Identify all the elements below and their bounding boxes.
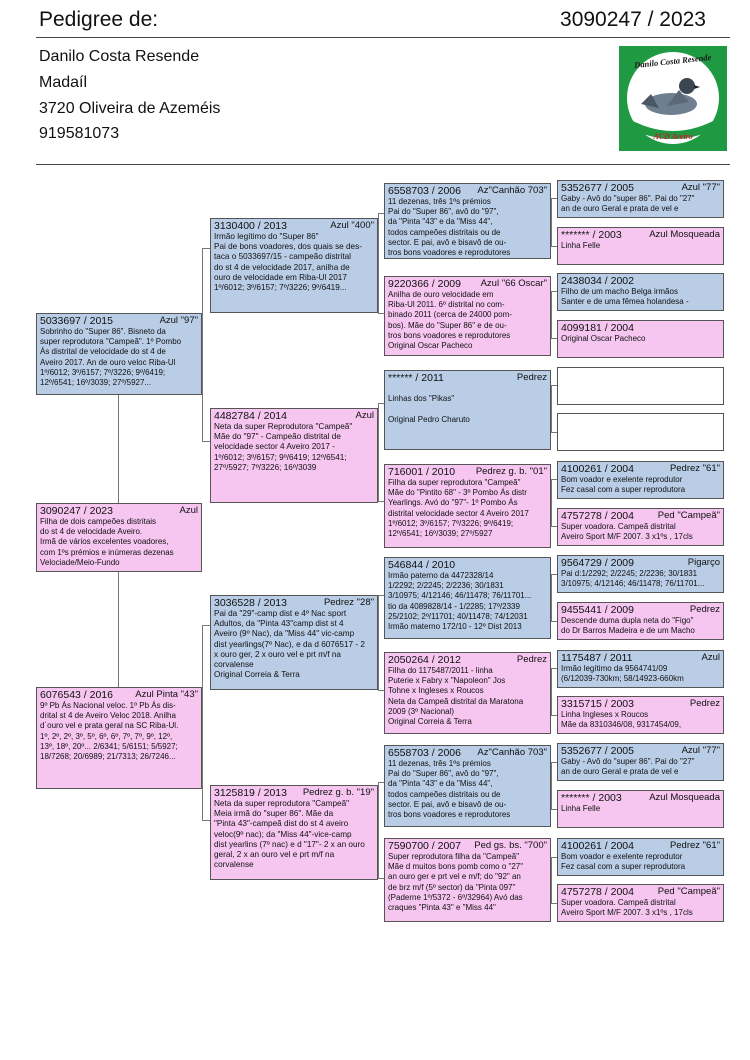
bird-color: Pedrez bbox=[516, 372, 547, 383]
bird-header bbox=[388, 372, 547, 384]
bird-color bbox=[543, 559, 547, 571]
bird-header bbox=[561, 229, 720, 241]
great-grandparent-card-2 bbox=[384, 276, 551, 356]
bird-ring: 4757278 / 2004 bbox=[561, 886, 634, 898]
gg-grandparent-card-4 bbox=[557, 320, 724, 358]
bird-notes: Pai da "29"-camp dist e 4º Nac sport Adultos, da "Pinta 43"camp dist st 4 Aveiro (9º Nac), da "Miss 44" vic-camp dist yearlings(7º Nac), e da d 6076517 - 2 x ouro ger, 2 x ouro vel e prt m/f na corvalense Original Correia & Terra bbox=[214, 609, 365, 680]
header-rule bbox=[36, 37, 730, 38]
page-title: Pedigree de: bbox=[39, 8, 159, 31]
bird-color: Azul "97" bbox=[159, 315, 198, 326]
great-grandparent-card-8 bbox=[384, 838, 551, 922]
bird-ring: ******* / 2003 bbox=[561, 229, 622, 241]
bird-header bbox=[388, 840, 547, 852]
bird-header bbox=[561, 652, 720, 664]
grandparent-card-2 bbox=[210, 408, 378, 503]
gg-grandparent-card-6 bbox=[557, 413, 724, 451]
owner-rule bbox=[36, 164, 730, 165]
bird-ring: 3315715 / 2003 bbox=[561, 698, 634, 710]
bird-header bbox=[388, 747, 547, 759]
bird-header bbox=[388, 278, 547, 290]
bird-header bbox=[388, 559, 547, 571]
bird-notes: Gaby - Avô do "super 86". Pai do "27" an de ouro Geral e prata de vel e bbox=[561, 194, 695, 214]
owner-place: Madaíl bbox=[39, 74, 88, 91]
bird-color: Pedrez g. b. "19" bbox=[302, 787, 374, 798]
gg-grandparent-card-5 bbox=[557, 367, 724, 405]
grandparent-card-3 bbox=[210, 595, 378, 690]
bird-header bbox=[561, 463, 720, 475]
bird-header bbox=[388, 185, 547, 197]
bird-header bbox=[561, 792, 720, 804]
bird-notes: Bom voador e exelente reprodutor Fez casal com a super reprodutora bbox=[561, 475, 686, 495]
bird-header bbox=[214, 220, 374, 232]
bird-color bbox=[716, 275, 720, 287]
dam-card bbox=[36, 687, 202, 789]
bird-notes: Linha Felle bbox=[561, 804, 601, 813]
bird-ring: 4100261 / 2004 bbox=[561, 840, 634, 852]
bird-color: Azul "77" bbox=[681, 745, 720, 756]
bird-color: Pedrez bbox=[516, 654, 547, 665]
bird-ring: 3130400 / 2013 bbox=[214, 220, 287, 232]
bird-ring: 9455441 / 2009 bbox=[561, 604, 634, 616]
bird-ring: 6558703 / 2006 bbox=[388, 747, 461, 759]
bird-ring: 546844 / 2010 bbox=[388, 559, 456, 571]
bird-header bbox=[561, 182, 720, 194]
bird-ring: 1175487 / 2011 bbox=[561, 652, 633, 664]
loft-logo bbox=[619, 46, 727, 151]
bird-color: Azul Mosqueada bbox=[649, 229, 720, 240]
bird-ring: 5352677 / 2005 bbox=[561, 182, 634, 194]
bird-ring: 3090247 / 2023 bbox=[40, 505, 113, 517]
bird-notes: Filha de dois campeões distritais do st 4 de velocidade Aveiro. Irmã de vários excelentes voadores, com 1ºs prémios e inúmeras dezenas Velociade/Meio-Fundo bbox=[40, 517, 174, 567]
great-grandparent-card-7 bbox=[384, 745, 551, 827]
gg-grandparent-card-12 bbox=[557, 696, 724, 734]
bird-ring: 716001 / 2010 bbox=[388, 466, 456, 478]
bird-header bbox=[561, 322, 720, 334]
bird-header bbox=[561, 745, 720, 757]
bird-header bbox=[40, 689, 198, 701]
bird-color: Ped "Campeã" bbox=[657, 510, 720, 521]
bird-color: Pedrez "28" bbox=[323, 597, 374, 608]
bird-ring: 6558703 / 2006 bbox=[388, 185, 461, 197]
bird-ring: 4100261 / 2004 bbox=[561, 463, 634, 475]
logo-text-bottom: ACD Aveiro bbox=[653, 132, 693, 141]
bird-color: Azul "400" bbox=[330, 220, 374, 231]
bird-ring: 6076543 / 2016 bbox=[40, 689, 113, 701]
bird-header bbox=[561, 840, 720, 852]
subject-bird-card bbox=[36, 503, 202, 572]
bird-color: Pedrez g. b. "01" bbox=[475, 466, 547, 477]
bird-header bbox=[561, 698, 720, 710]
bird-ring: 5352677 / 2005 bbox=[561, 745, 634, 757]
bird-color: Azul bbox=[355, 410, 374, 421]
gg-grandparent-card-2 bbox=[557, 227, 724, 265]
bird-notes: Linha Felle bbox=[561, 241, 601, 250]
bird-header bbox=[388, 466, 547, 478]
bird-ring: 4099181 / 2004 bbox=[561, 322, 634, 334]
bird-ring: 3125819 / 2013 bbox=[214, 787, 287, 799]
great-grandparent-card-1 bbox=[384, 183, 551, 259]
bird-color: Ped gs. bs. "700" bbox=[474, 840, 547, 851]
gg-grandparent-card-9 bbox=[557, 555, 724, 593]
bird-header bbox=[561, 557, 720, 569]
great-grandparent-card-3 bbox=[384, 370, 551, 450]
bird-color: Pedrez bbox=[689, 698, 720, 709]
gg-grandparent-card-3 bbox=[557, 273, 724, 311]
gg-grandparent-card-10 bbox=[557, 602, 724, 640]
bird-color: Pedrez "61" bbox=[669, 840, 720, 851]
bird-ring: 4757278 / 2004 bbox=[561, 510, 634, 522]
bird-notes: 9º Pb Ás Nacional veloc. 1º Pb Ás dis- drital st 4 de Aveiro Veloc 2018. Anilha d´ouro vel e prata geral na SC Riba-Ul. 1º, 2º, 2º, 3º, 5º, 6º, 6º, 7º, 7º, 9º, 12º, 13º, 18º, 20º... 2/6341; 5/6151; 5/5927; 18/7268; 20/6989; 21/7313; 26/7246... bbox=[40, 701, 179, 762]
bird-color: Ped "Campeã" bbox=[657, 886, 720, 897]
bird-header bbox=[214, 410, 374, 422]
bird-color: Azul Mosqueada bbox=[649, 792, 720, 803]
bird-notes: Super voadora. Campeã distrital Aveiro Sport M/F 2007. 3 x1ºs , 17cls bbox=[561, 522, 693, 542]
bird-notes: Linhas dos "Pikas" Original Pedro Charuto bbox=[388, 394, 470, 424]
bird-color: Pigarço bbox=[687, 557, 720, 568]
bird-ring: 9220366 / 2009 bbox=[388, 278, 461, 290]
bird-color bbox=[716, 322, 720, 334]
bird-ring: 7590700 / 2007 bbox=[388, 840, 461, 852]
bird-color: Azul bbox=[701, 652, 720, 663]
grandparent-card-4 bbox=[210, 785, 378, 880]
bird-header bbox=[388, 654, 547, 666]
great-grandparent-card-4 bbox=[384, 464, 551, 548]
bird-header bbox=[40, 505, 198, 517]
gg-grandparent-card-7 bbox=[557, 461, 724, 499]
sire-card bbox=[36, 313, 202, 395]
bird-color: Azul Pinta "43" bbox=[135, 689, 198, 700]
gg-grandparent-card-13 bbox=[557, 743, 724, 781]
bird-ring: ******* / 2003 bbox=[561, 792, 622, 804]
great-grandparent-card-5 bbox=[384, 557, 551, 639]
gg-grandparent-card-1 bbox=[557, 180, 724, 218]
bird-notes: Descende duma dupla neta do "Figo" do Dr Barros Madeira e de um Macho bbox=[561, 616, 695, 636]
bird-notes: 11 dezenas, três 1ºs prémios Pai do "Super 86", avô do "97", da "Pinta "43" e da "Miss 44", todos campeões distritais ou de sector. E pai, avô e bisavô de ou- tros bons voadores e reprodutores bbox=[388, 197, 511, 258]
bird-header bbox=[561, 886, 720, 898]
bird-ring: 5033697 / 2015 bbox=[40, 315, 113, 327]
bird-notes: Linha Ingleses x Roucos Mãe da 8310346/08, 9317454/09, bbox=[561, 710, 682, 730]
bird-notes: 11 dezenas, três 1ºs prémios Pai do "Super 86", avô do "97", da "Pinta "43" e da "Miss 44", todos campeões distritais ou de sector. E pai, avô e bisavô de ou- tros bons voadores e reprodutores bbox=[388, 759, 511, 820]
bird-notes: Bom voador e exelente reprodutor Fez casal com a super reprodutora bbox=[561, 852, 686, 872]
bird-color: Azul "66 Oscar" bbox=[480, 278, 547, 289]
gg-grandparent-card-16 bbox=[557, 884, 724, 922]
bird-ring: 4482784 / 2014 bbox=[214, 410, 287, 422]
bird-color: Az"Canhão 703" bbox=[477, 185, 547, 196]
bird-notes: Sobrinho do "Super 86". Bisneto da super reprodutora "Campeã". 1º Pombo Ás distrital de velocidade do st 4 de Aveiro 2017. An de ouro veloc Riba-Ul 1º/6012; 3º/6157; 7º/3226; 9º/6419; 12º/6541; 16º/3039; 27º/5927... bbox=[40, 327, 182, 388]
bird-notes: Super reprodutora filha da "Campeã" Mãe d muitos bons pomb como o "27" an ouro ger e prt vel e m/f; do "92" an de brz m/f (5º sector) da "Pinta 097" (Paderne 1º/5372 - 6º/32964) Avó das craques "Pinta 43" e "Miss 44" bbox=[388, 852, 524, 913]
grandparent-card-1 bbox=[210, 218, 378, 313]
bird-header bbox=[561, 604, 720, 616]
bird-ring: 2050264 / 2012 bbox=[388, 654, 461, 666]
bird-notes: Neta da super reprodutora "Campeã" Meia irmã do "super 86". Mãe da "Pinta 43"-campeã dist do st 4 aveiro veloc(9º nac); da "Miss 44"-vice-camp dist yearlins (7º nac) e d "17"- 2 x an ouro geral, 2 x an ouro vel e prt m/f na corvalense bbox=[214, 799, 365, 870]
bird-color: Pedrez bbox=[689, 604, 720, 615]
bird-header bbox=[561, 275, 720, 287]
subject-ring-header: 3090247 / 2023 bbox=[560, 8, 706, 31]
bird-notes: Super voadora. Campeã distrital Aveiro Sport M/F 2007. 3 x1ºs , 17cls bbox=[561, 898, 693, 918]
bird-notes: Filho de um macho Belga irmãos Santer e de uma fêmea holandesa - bbox=[561, 287, 689, 307]
bird-header bbox=[40, 315, 198, 327]
bird-notes: Pai d:1/2292; 2/2245; 2/2236; 30/1831 3/10975; 4/12146; 46/11478; 76/11701... bbox=[561, 569, 705, 589]
gg-grandparent-card-15 bbox=[557, 838, 724, 876]
bird-color: Pedrez "61" bbox=[669, 463, 720, 474]
bird-notes: Anilha de ouro velocidade em Riba-Ul 2011. 6º distrital no com- binado 2011 (cerca de 24000 pom- bos). Mãe do "Super 86" e de ou- tros bons voadores e reprodutores Original Oscar Pacheco bbox=[388, 290, 512, 351]
bird-color: Azul "77" bbox=[681, 182, 720, 193]
bird-notes: Gaby - Avô do "super 86". Pai do "27" an de ouro Geral e prata de vel e bbox=[561, 757, 695, 777]
owner-phone: 919581073 bbox=[39, 125, 120, 142]
gg-grandparent-card-11 bbox=[557, 650, 724, 688]
bird-notes: Irmão legítimo do "Super 86" Pai de bons voadores, dos quais se des- taca o 5033697/15 - campeão distrital do st 4 de velocidade 2017, anilha de ouro de velocidade em Riba-Ul 2017 1º/6012; 3º/6157; 7º/3226; 9º/6419... bbox=[214, 232, 362, 293]
bird-header bbox=[561, 510, 720, 522]
bird-ring: 9564729 / 2009 bbox=[561, 557, 634, 569]
bird-notes: Neta da super Reprodutora "Campeã" Mãe do "97" - Campeão distrital de velocidade sector 4 Aveiro 2017 - 1º/6012; 3º/6157; 9º/6419; 12º/6541; 27º/5927; 7º/3226; 16º/3039 bbox=[214, 422, 353, 472]
bird-notes: Irmão paterno da 4472328/14 1/2292; 2/2245; 2/2236; 30/1831 3/10975; 4/12146; 46/11478; 76/11701... tio da 4089828/14 - 1/2285; 17º/2339 25/2102; 2º/11701; 40/11478; 74/12031 Irmão materno 172/10 - 12º Dist 2013 bbox=[388, 571, 532, 632]
owner-name: Danilo Costa Resende bbox=[39, 48, 200, 65]
bird-notes: Original Oscar Pacheco bbox=[561, 334, 646, 343]
bird-color: Az"Canhão 703" bbox=[477, 747, 547, 758]
great-grandparent-card-6 bbox=[384, 652, 551, 734]
bird-notes: Filha do 1175487/2011 - linha Puterie x Fabry x "Napoleon" Jos Tohne x Ingleses x Roucos Neta da Campeã distrital da Maratona 2009 (3º Nacional) Original Correia & Terra bbox=[388, 666, 524, 727]
logo-text-top: Danilo Costa Resende bbox=[633, 51, 712, 71]
gg-grandparent-card-8 bbox=[557, 508, 724, 546]
bird-header bbox=[214, 787, 374, 799]
bird-notes: Filha da super reprodutora "Campeã" Mãe do "Pintito 68" - 3º Pombo Ás distr Yearlings. Avó do "97"- 1º Pombo Ás distrital velocidade sector 4 Aveiro 2017 1º/6012; 3º/6157; 7º/3226; 9º/6419; 12º/6541; 16º/3039; 27º/5927 bbox=[388, 478, 529, 539]
bird-ring: 3036528 / 2013 bbox=[214, 597, 287, 609]
bird-ring: ****** / 2011 bbox=[388, 372, 444, 384]
gg-grandparent-card-14 bbox=[557, 790, 724, 828]
bird-color: Azul bbox=[179, 505, 198, 516]
bird-notes: Irmão legítimo da 9564741/09 (6/12039-730km; 58/14923-660km bbox=[561, 664, 684, 684]
bird-ring: 2438034 / 2002 bbox=[561, 275, 634, 287]
bird-header bbox=[214, 597, 374, 609]
owner-city: 3720 Oliveira de Azeméis bbox=[39, 100, 221, 117]
